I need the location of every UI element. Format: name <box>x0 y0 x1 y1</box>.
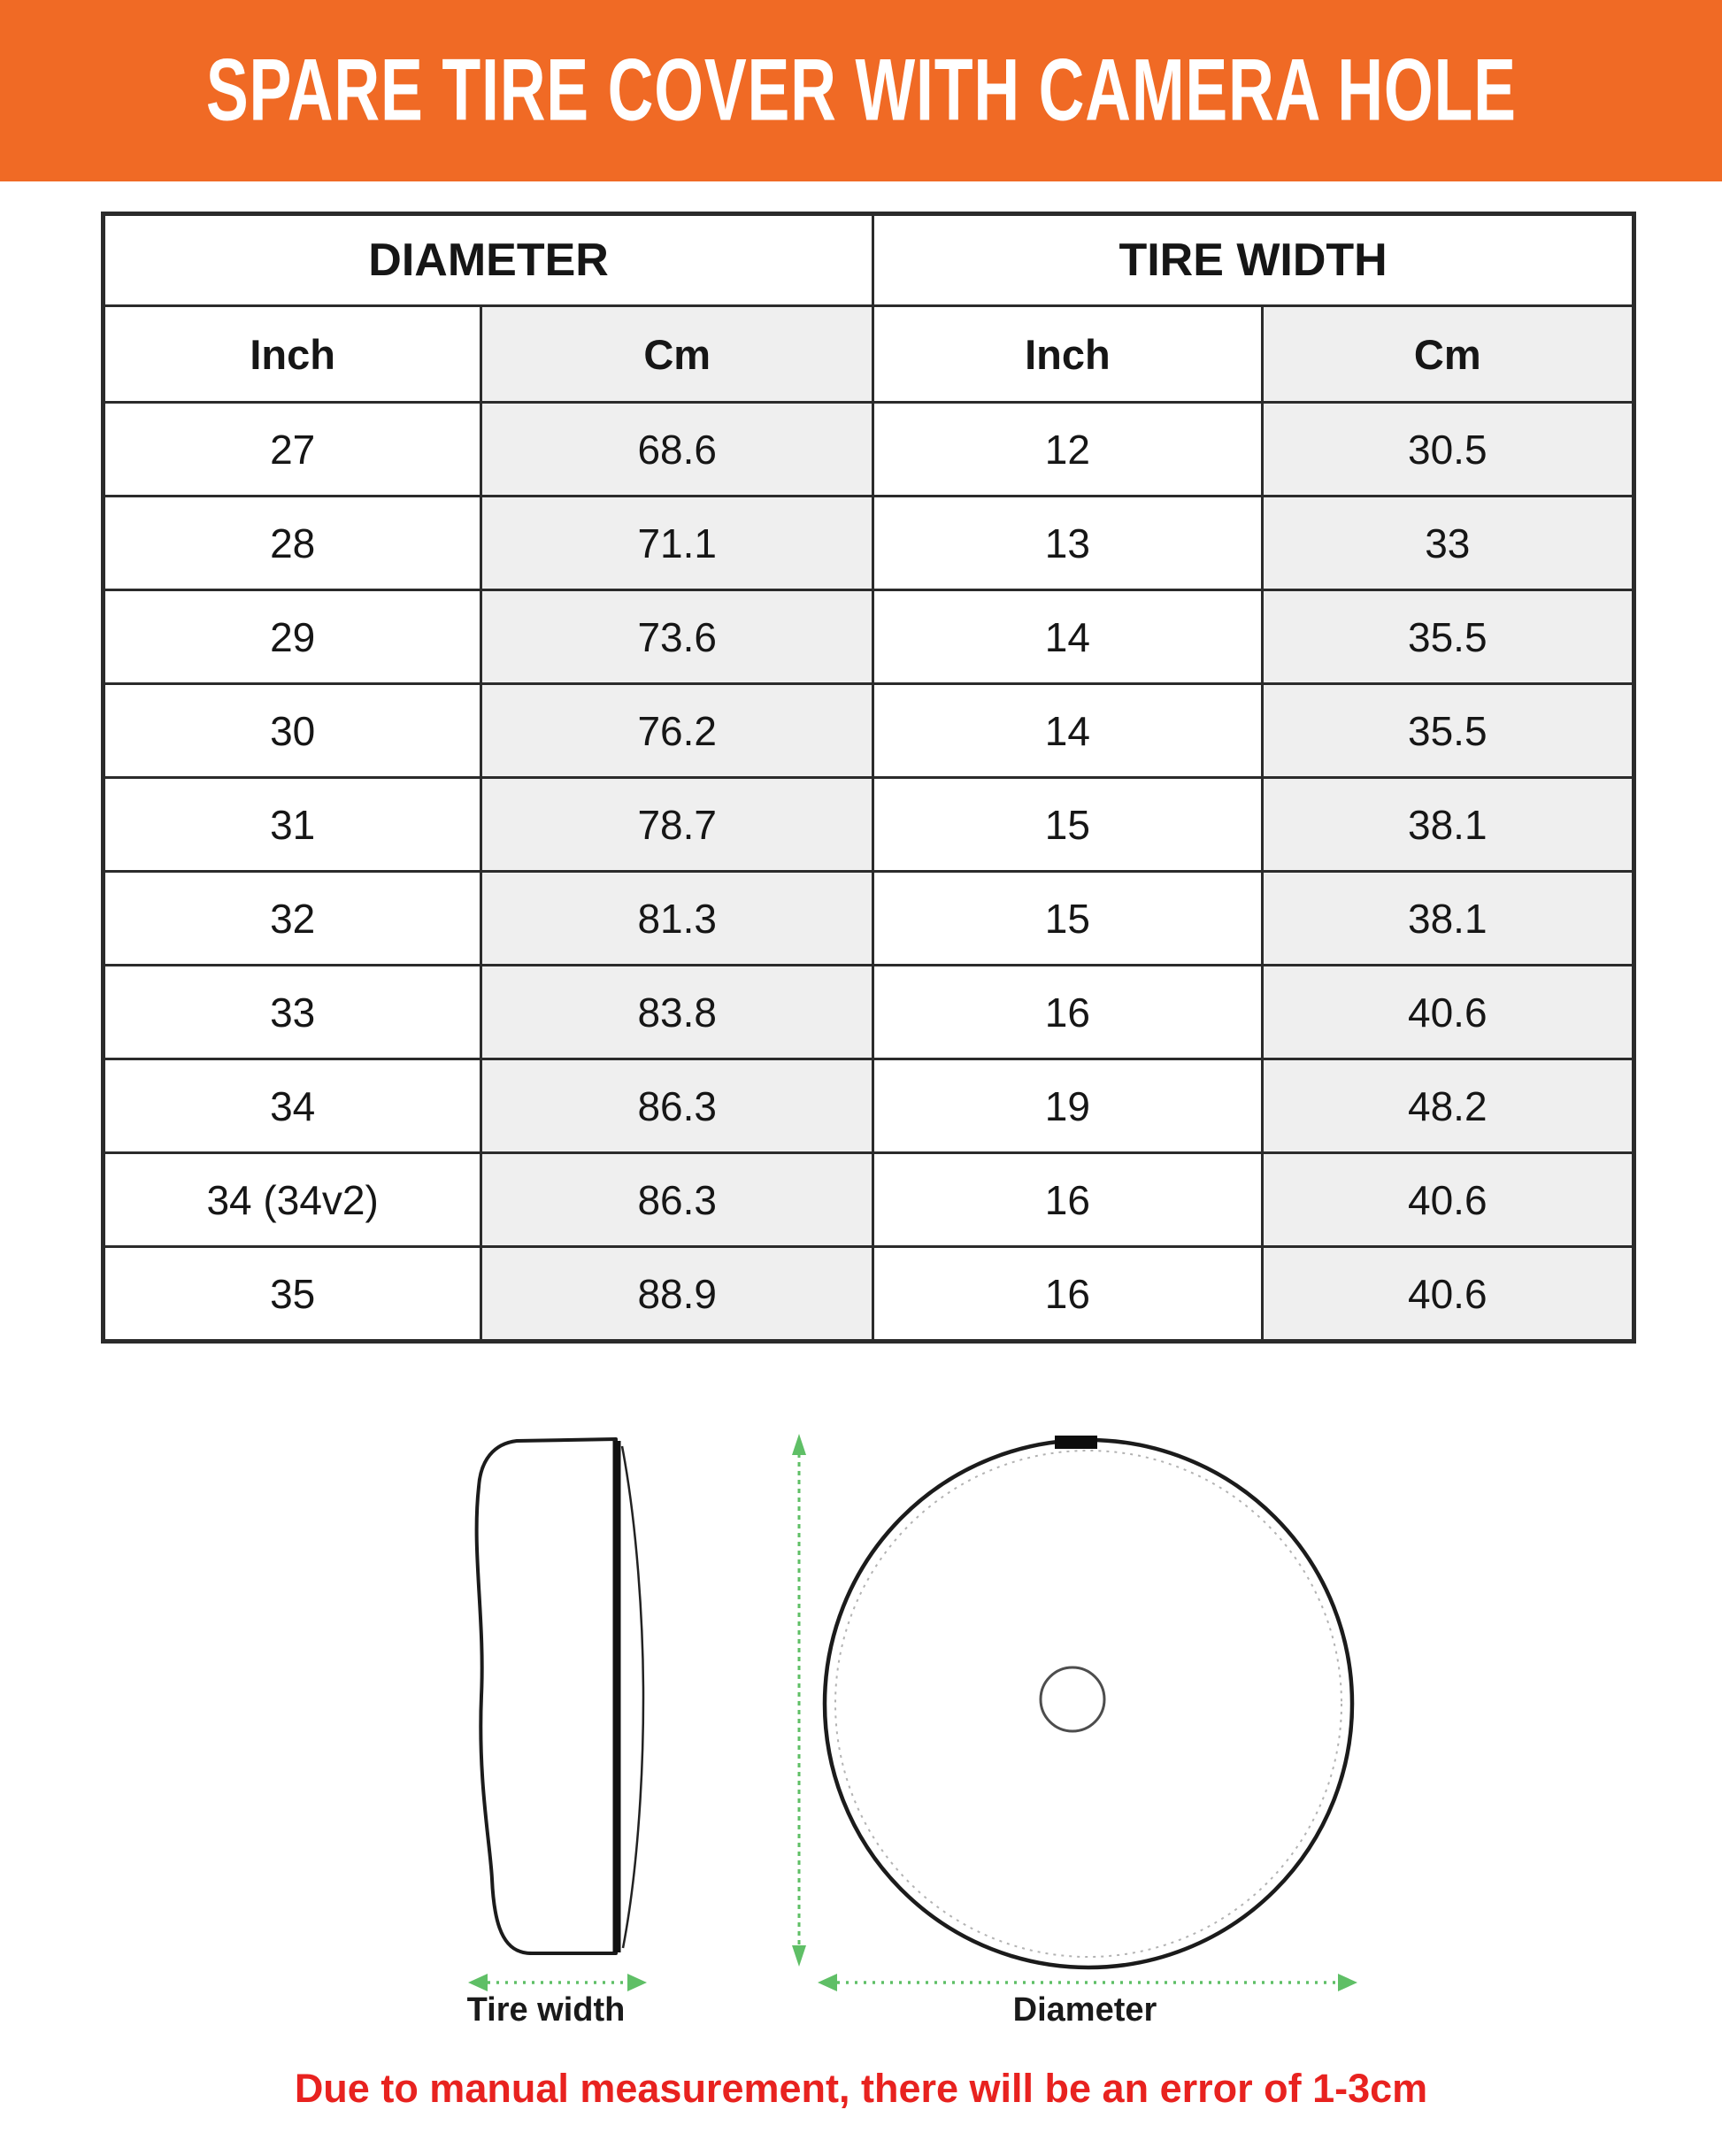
tire-side-view-illustration <box>465 1432 648 1965</box>
column-header-cm: Cm <box>1262 306 1634 403</box>
table-cell: 14 <box>873 684 1262 778</box>
table-cell: 15 <box>873 872 1262 966</box>
table-cell: 38.1 <box>1262 872 1634 966</box>
table-cell: 86.3 <box>481 1153 873 1247</box>
table-cell: 27 <box>104 403 481 497</box>
diameter-group-header: DIAMETER <box>104 214 873 306</box>
table-cell: 30 <box>104 684 481 778</box>
camera-hole <box>1041 1667 1104 1731</box>
table-row <box>104 590 1634 684</box>
tire-width-group-header: TIRE WIDTH <box>873 214 1634 306</box>
table-cell: 16 <box>873 1247 1262 1342</box>
table-cell: 16 <box>873 1153 1262 1247</box>
column-header-cm: Cm <box>481 306 873 403</box>
table-cell: 33 <box>1262 497 1634 590</box>
table-cell: 30.5 <box>1262 403 1634 497</box>
table-cell: 31 <box>104 778 481 872</box>
table-cell: 76.2 <box>481 684 873 778</box>
table-row <box>104 966 1634 1059</box>
table-cell: 40.6 <box>1262 1247 1634 1342</box>
table-cell: 19 <box>873 1059 1262 1153</box>
hanger-tab <box>1055 1436 1097 1449</box>
table-cell: 86.3 <box>481 1059 873 1153</box>
table-group-header-row <box>104 214 1634 306</box>
table-sub-header-row <box>104 306 1634 403</box>
table-cell: 33 <box>104 966 481 1059</box>
table-cell: 68.6 <box>481 403 873 497</box>
table-cell: 13 <box>873 497 1262 590</box>
table-row <box>104 872 1634 966</box>
table-cell: 83.8 <box>481 966 873 1059</box>
table-row <box>104 684 1634 778</box>
table-cell: 28 <box>104 497 481 590</box>
column-header-inch: Inch <box>104 306 481 403</box>
tire-width-label: Tire width <box>466 1991 626 2029</box>
size-table <box>101 212 1636 1344</box>
table-row <box>104 497 1634 590</box>
table-cell: 35.5 <box>1262 684 1634 778</box>
table-cell: 73.6 <box>481 590 873 684</box>
table-cell: 14 <box>873 590 1262 684</box>
table-cell: 71.1 <box>481 497 873 590</box>
column-header-inch: Inch <box>873 306 1262 403</box>
table-row <box>104 1059 1634 1153</box>
table-row <box>104 403 1634 497</box>
table-cell: 35.5 <box>1262 590 1634 684</box>
table-cell: 12 <box>873 403 1262 497</box>
tire-front-view-illustration <box>816 1430 1361 1975</box>
diameter-label: Diameter <box>1012 1991 1157 2029</box>
table-cell: 40.6 <box>1262 966 1634 1059</box>
table-cell: 88.9 <box>481 1247 873 1342</box>
table-cell: 48.2 <box>1262 1059 1634 1153</box>
table-row <box>104 1247 1634 1342</box>
page-title: SPARE TIRE COVER WITH CAMERA HOLE <box>205 41 1517 140</box>
table-cell: 32 <box>104 872 481 966</box>
table-cell: 38.1 <box>1262 778 1634 872</box>
table-row <box>104 1153 1634 1247</box>
table-cell: 16 <box>873 966 1262 1059</box>
vertical-diameter-arrow <box>784 1432 814 1968</box>
banner <box>0 0 1722 181</box>
table-cell: 78.7 <box>481 778 873 872</box>
table-cell: 81.3 <box>481 872 873 966</box>
table-cell: 15 <box>873 778 1262 872</box>
measurement-disclaimer: Due to manual measurement, there will be an error of 1-3cm <box>294 2066 1428 2111</box>
table-cell: 34 (34v2) <box>104 1153 481 1247</box>
table-cell: 34 <box>104 1059 481 1153</box>
table-cell: 29 <box>104 590 481 684</box>
table-cell: 40.6 <box>1262 1153 1634 1247</box>
table-cell: 35 <box>104 1247 481 1342</box>
table-row <box>104 778 1634 872</box>
